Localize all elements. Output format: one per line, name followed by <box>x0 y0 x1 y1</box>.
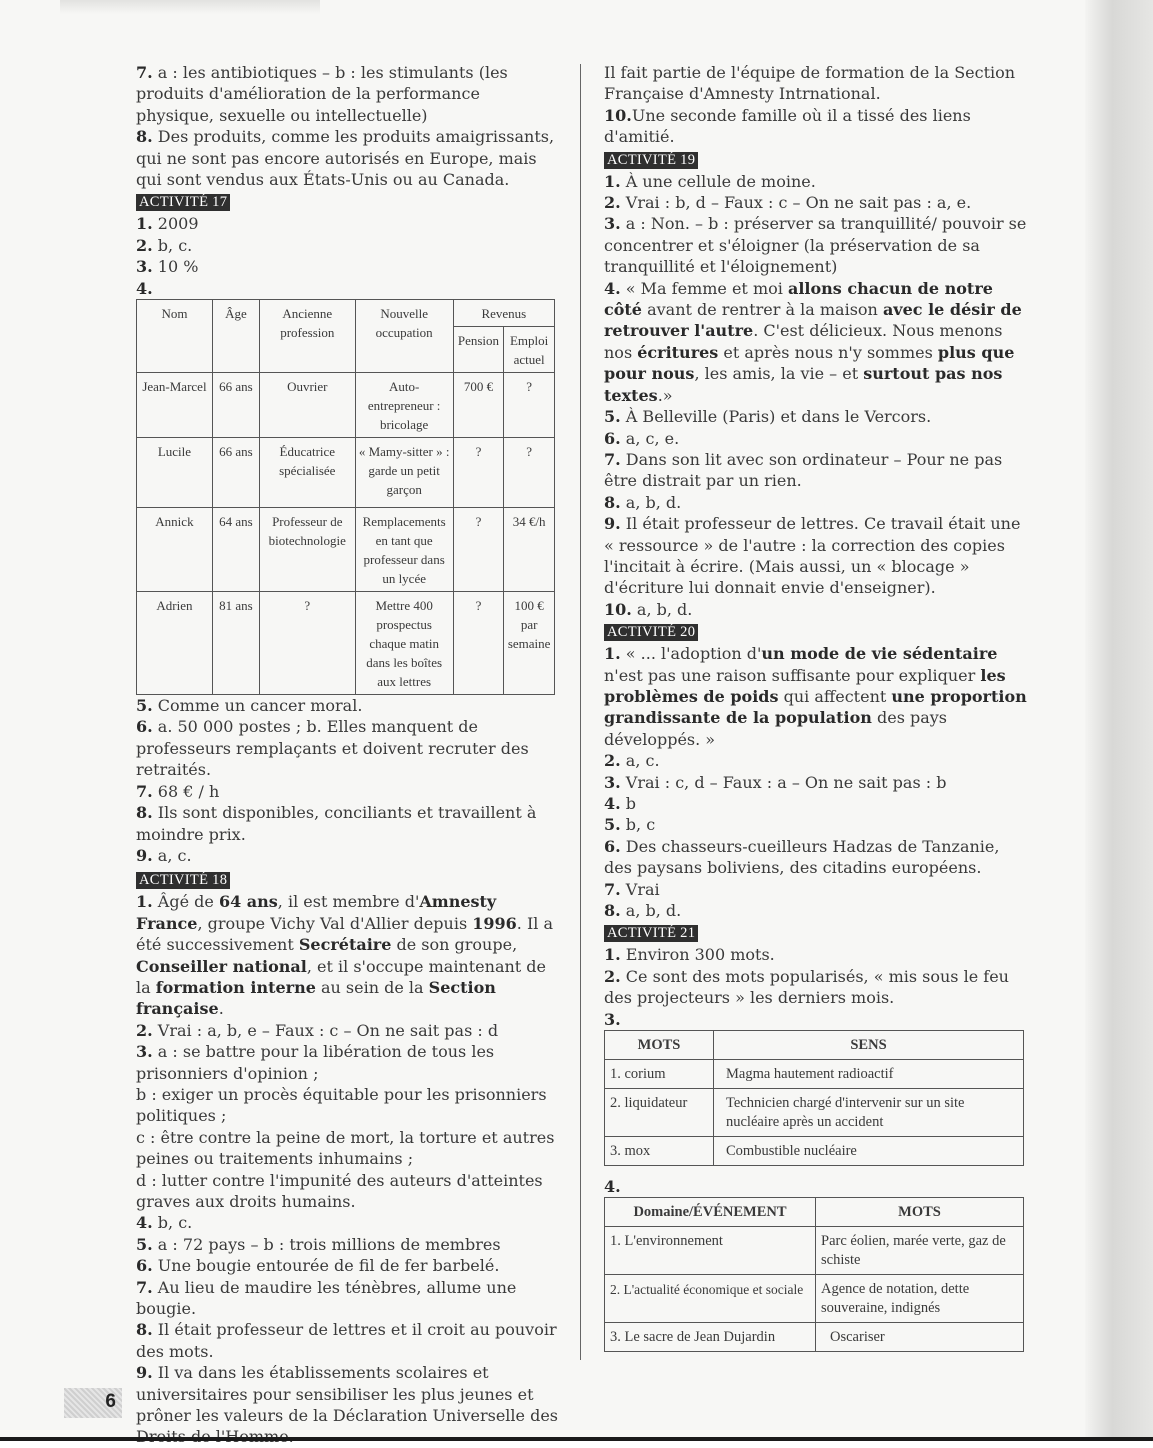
answer-17-4: 4. <box>136 278 153 298</box>
answer-21-3: 3. <box>604 1009 621 1029</box>
answer-19-5: 5. À Belleville (Paris) et dans le Vercors. <box>604 407 932 427</box>
cell-nouvelle: « Mamy-sitter » : garde un petit garçon <box>355 438 453 508</box>
table-row <box>605 1227 1024 1275</box>
answer-19-2: 2. Vrai : b, d – Faux : c – On ne sait pas : a, e. <box>604 193 972 213</box>
cell-emploi: 34 €/h <box>504 508 555 592</box>
answer-19-6: 6. a, c, e. <box>604 428 680 448</box>
right-column <box>604 62 1028 1352</box>
answer-21-2: 2. Ce sont des mots popularisés, « mis sous le feu des projecteurs » les derniers mois. <box>604 966 1009 1008</box>
cell-nom: Adrien <box>137 592 213 695</box>
answer-19-1: 1. À une cellule de moine. <box>604 171 816 191</box>
header-emploi: Emploi actuel <box>504 327 555 373</box>
page-number: 6 <box>105 1391 116 1412</box>
answer-20-1: 1. « ... l'adoption d'un mode de vie sédentaire n'est pas une raison suffisante pour expliquer les problèmes de poids qui affectent une proportion grandissante de la population des pays développés. » <box>604 644 1027 749</box>
answer-17-8b: 8. Ils sont disponibles, conciliants et travaillent à moindre prix. <box>136 803 537 844</box>
answer-18-8: 8. Il était professeur de lettres et il croit au pouvoir des mots. <box>136 1320 557 1361</box>
answer-21-4: 4. <box>604 1177 621 1197</box>
answer-18-3a: 3. a : se battre pour la libération de tous les prisonniers d'opinion ; <box>136 1042 495 1083</box>
activity-19-badge: ACTIVITÉ 19 <box>604 152 698 169</box>
header-pension: Pension <box>453 327 504 373</box>
answer-20-5: 5. b, c <box>604 815 656 835</box>
table-row <box>137 592 555 695</box>
cell-ancienne: Éducatrice spécialisée <box>259 438 355 508</box>
cell-nouvelle: Mettre 400 prospectus chaque matin dans les boîtes aux lettres <box>355 592 453 695</box>
table-header-row <box>605 1198 1024 1227</box>
answer-18-2: 2. Vrai : a, b, e – Faux : c – On ne sait pas : d <box>136 1020 499 1040</box>
cell-age: 66 ans <box>212 438 259 508</box>
cell-mot: 3. mox <box>605 1137 714 1166</box>
answer-17-6: 6. a. 50 000 postes ; b. Elles manquent de professeurs remplaçants et doivent recruter des retraités. <box>136 717 529 780</box>
header-nouvelle: Nouvelle occupation <box>355 300 453 373</box>
words-meaning-table <box>604 1030 1024 1166</box>
cell-sens: Combustible nucléaire <box>714 1137 1024 1166</box>
answer-18-10: 10.Une seconde famille où il a tissé des liens d'amitié. <box>604 105 971 147</box>
cell-mots: Oscariser <box>816 1323 1024 1352</box>
header-revenus: Revenus <box>453 300 554 327</box>
table-row <box>137 438 555 508</box>
answer-17-5: 5. Comme un cancer moral. <box>136 696 363 716</box>
answer-19-10: 10. a, b, d. <box>604 599 693 619</box>
cell-nom: Annick <box>137 508 213 592</box>
answer-18-5: 5. a : 72 pays – b : trois millions de membres <box>136 1234 501 1254</box>
table-header-row <box>137 300 555 327</box>
activity-17-badge: ACTIVITÉ 17 <box>136 194 230 211</box>
cell-sens: Magma hautement radioactif <box>714 1060 1024 1089</box>
answer-17-7: 7. a : les antibiotiques – b : les stimulants (les produits d'amélioration de la performance physique, sexuelle ou intellectuelle) <box>136 63 508 125</box>
answer-18-4: 4. b, c. <box>136 1213 193 1233</box>
answer-20-7: 7. Vrai <box>604 879 660 899</box>
answer-18-3c: c : être contre la peine de mort, la torture et autres peines ou traitements inhumains ; <box>136 1127 555 1169</box>
answer-18-1: 1. Âgé de 64 ans, il est membre d'Amnesty France, groupe Vichy Val d'Allier depuis 1996. Il a été successivement Secrétaire de son groupe, Conseiller national, et il s'occupe maintenant de la formation interne au sein de la Section française. <box>136 892 554 1019</box>
retirees-table <box>136 299 555 695</box>
cell-nom: Jean-Marcel <box>137 373 213 438</box>
answer-19-3: 3. a : Non. – b : préserver sa tranquillité/ pouvoir se concentrer et s'éloigner (la préservation de sa tranquillité et l'éloignement) <box>604 214 1027 277</box>
cell-nouvelle: Auto-entrepreneur : bricolage <box>355 373 453 438</box>
answer-18-9: 9. Il va dans les établissements scolaires et universitaires pour sensibiliser les plus jeunes et prôner les valeurs de la Déclaration Universelle des <box>136 1363 558 1426</box>
scan-bottom-edge <box>0 1437 1153 1441</box>
answer-20-6: 6. Des chasseurs-cueilleurs Hadzas de Tanzanie, des paysans boliviens, des citadins européens. <box>604 836 1000 878</box>
cell-domaine: 1. L'environnement <box>605 1227 816 1275</box>
answer-19-7: 7. Dans son lit avec son ordinateur – Pour ne pas être distrait par un rien. <box>604 449 1003 491</box>
cell-emploi: 100 € par semaine <box>504 592 555 695</box>
header-mots-2: MOTS <box>816 1198 1024 1227</box>
cell-domaine: 2. L'actualité économique et sociale <box>605 1275 816 1323</box>
header-domaine: Domaine/ÉVÉNEMENT <box>605 1198 816 1227</box>
cell-pension: ? <box>453 508 504 592</box>
cell-mot: 2. liquidateur <box>605 1089 714 1137</box>
answer-17-7b: 7. 68 € / h <box>136 781 220 801</box>
cell-mots: Parc éolien, marée verte, gaz de schiste <box>816 1227 1024 1275</box>
cell-age: 64 ans <box>212 508 259 592</box>
cell-sens: Technicien chargé d'intervenir sur un site nucléaire après un accident <box>714 1089 1024 1137</box>
activity-20-badge: ACTIVITÉ 20 <box>604 624 698 641</box>
activity-21-badge: ACTIVITÉ 21 <box>604 925 698 942</box>
cell-nom: Lucile <box>137 438 213 508</box>
cell-ancienne: Professeur de biotechnologie <box>259 508 355 592</box>
header-mots: MOTS <box>605 1031 714 1060</box>
answer-18-3d: d : lutter contre l'impunité des auteurs d'atteintes graves aux droits humains. <box>136 1170 543 1211</box>
cell-domaine: 3. Le sacre de Jean Dujardin <box>605 1323 816 1352</box>
activity-18-badge: ACTIVITÉ 18 <box>136 872 230 889</box>
cell-nouvelle: Remplacements en tant que professeur dans un lycée <box>355 508 453 592</box>
answer-17-3: 3. 10 % <box>136 257 199 277</box>
cell-mot: 1. corium <box>605 1060 714 1089</box>
answer-20-3: 3. Vrai : c, d – Faux : a – On ne sait pas : b <box>604 772 947 792</box>
answer-20-8: 8. a, b, d. <box>604 901 682 921</box>
page-number-box <box>64 1388 122 1418</box>
domain-words-table <box>604 1197 1024 1352</box>
cell-age: 81 ans <box>212 592 259 695</box>
table-row <box>137 508 555 592</box>
answer-17-1: 1. 2009 <box>136 214 199 234</box>
cell-ancienne: Ouvrier <box>259 373 355 438</box>
answer-19-4: 4. « Ma femme et moi allons chacun de notre côté avant de rentrer à la maison avec le désir de retrouver l'autre. C'est délicieux. Nous menons nos écritures et après nous n'y sommes plus que pour nous, les amis, la vie – et surtout pas nos textes.» <box>604 278 1022 405</box>
answer-17-8: 8. Des produits, comme les produits amaigrissants, qui ne sont pas encore autorisés en Europe, mais qui sont vendus aux États-Unis ou au Canada. <box>136 127 555 190</box>
left-column <box>136 62 560 1448</box>
cell-mots: Agence de notation, dette souveraine, indignés <box>816 1275 1024 1323</box>
table-header-row <box>605 1031 1024 1060</box>
answer-18-3b: b : exiger un procès équitable pour les prisonniers politiques ; <box>136 1084 547 1126</box>
header-sens: SENS <box>714 1031 1024 1060</box>
column-divider <box>580 64 581 1360</box>
answer-19-8: 8. a, b, d. <box>604 492 682 512</box>
table-row <box>137 373 555 438</box>
answer-20-2: 2. a, c. <box>604 751 660 771</box>
answer-20-4: 4. b <box>604 794 637 813</box>
cell-pension: ? <box>453 592 504 695</box>
cell-age: 66 ans <box>212 373 259 438</box>
answer-18-7: 7. Au lieu de maudire les ténèbres, allume une bougie. <box>136 1277 517 1319</box>
table-row <box>605 1089 1024 1137</box>
answer-21-1: 1. Environ 300 mots. <box>604 945 775 965</box>
answer-17-2: 2. b, c. <box>136 235 193 255</box>
answer-17-9: 9. a, c. <box>136 845 192 865</box>
header-nom: Nom <box>137 300 213 373</box>
answer-18-6: 6. Une bougie entourée de fil de fer barbelé. <box>136 1256 500 1276</box>
cell-emploi: ? <box>504 438 555 508</box>
page-edge-shadow <box>1085 0 1153 1441</box>
table-row <box>605 1323 1024 1352</box>
cell-pension: 700 € <box>453 373 504 438</box>
header-ancienne: Ancienne profession <box>259 300 355 373</box>
cell-pension: ? <box>453 438 504 508</box>
table-row <box>605 1060 1024 1089</box>
cell-ancienne: ? <box>259 592 355 695</box>
answer-19-9: 9. Il était professeur de lettres. Ce travail était une « ressource » de l'autre : la correction des copies l'incitait à écrire. (Mais aussi, un « blocage » d'écriture lui donnait envie d'enseigner). <box>604 514 1021 598</box>
table-row <box>605 1275 1024 1323</box>
scan-shadow <box>60 0 320 14</box>
answer-18-9-cont: Il fait partie de l'équipe de formation de la Section Française d'Amnesty Intrnational. <box>604 63 1016 104</box>
header-age: Âge <box>212 300 259 373</box>
table-row <box>605 1137 1024 1166</box>
cell-emploi: ? <box>504 373 555 438</box>
